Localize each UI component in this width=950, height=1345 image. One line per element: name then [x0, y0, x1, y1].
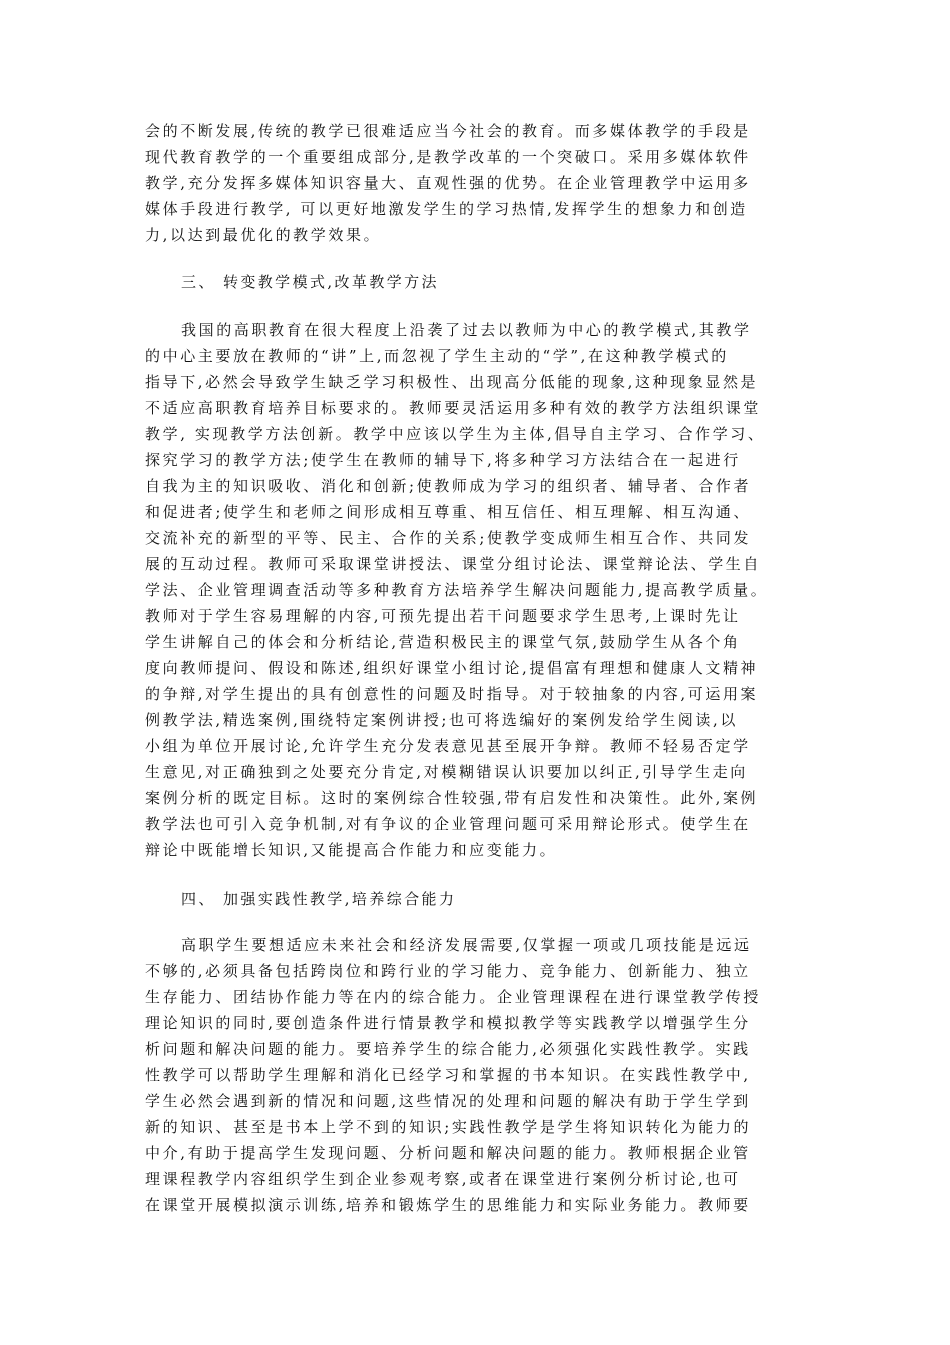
text-line: 学生必然会遇到新的情况和问题,这些情况的处理和问题的解决有助于学生学到 [145, 1092, 751, 1110]
paragraph-practical-teaching [145, 932, 805, 1218]
text-line: 度向教师提问、假设和陈述,组织好课堂小组讨论,提倡富有理想和健康人文精神 [145, 659, 759, 677]
text-line: 的争辩,对学生提出的具有创意性的问题及时指导。对于较抽象的内容,可运用案 [145, 685, 759, 703]
text-line: 生意见,对正确独到之处要充分肯定,对模糊错误认识要加以纠正,引导学生走向 [145, 763, 748, 781]
text-line: 学生讲解自己的体会和分析结论,营造积极民主的课堂气氛,鼓励学生从各个角 [145, 633, 741, 651]
heading-text: 三、 转变教学模式,改革教学方法 [181, 273, 439, 291]
text-line: 析问题和解决问题的能力。要培养学生的综合能力,必须强化实践性教学。实践 [145, 1040, 751, 1058]
text-line: 不够的,必须具备包括跨岗位和跨行业的学习能力、竞争能力、创新能力、独立 [145, 962, 751, 980]
text-line: 中介,有助于提高学生发现问题、分析问题和解决问题的能力。教师根据企业管 [145, 1144, 751, 1162]
text-line: 新的知识、甚至是书本上学不到的知识;实践性教学是学生将知识转化为能力的 [145, 1118, 752, 1136]
text-line: 现代教育教学的一个重要组成部分,是教学改革的一个突破口。采用多媒体软件 [145, 148, 751, 166]
text-line: 自我为主的知识吸收、消化和创新;使教师成为学习的组织者、辅导者、合作者 [145, 477, 752, 495]
text-line: 例教学法,精选案例,围绕特定案例讲授;也可将选编好的案例发给学生阅读,以 [145, 711, 738, 729]
section-heading-4 [181, 886, 841, 912]
text-line: 教师对于学生容易理解的内容,可预先提出若干问题要求学生思考,上课时先让 [145, 607, 741, 625]
text-line: 指导下,必然会导致学生缺乏学习积极性、出现高分低能的现象,这种现象显然是 [145, 373, 759, 391]
heading-text: 四、 加强实践性教学,培养综合能力 [181, 890, 457, 908]
text-line: 探究学习的教学方法;使学生在教师的辅导下,将多种学习方法结合在一起进行 [145, 451, 741, 469]
paragraph-media-teaching [145, 118, 805, 248]
text-line: 教学,充分发挥多媒体知识容量大、直观性强的优势。在企业管理教学中运用多 [145, 174, 751, 192]
text-line: 理论知识的同时,要创造条件进行情景教学和模拟教学等实践教学以增强学生分 [145, 1014, 751, 1032]
text-line: 展的互动过程。教师可采取课堂讲授法、课堂分组讨论法、课堂辩论法、学生自 [145, 555, 762, 573]
text-line: 在课堂开展模拟演示训练,培养和锻炼学生的思维能力和实际业务能力。教师要 [145, 1196, 751, 1214]
text-line: 和促进者;使学生和老师之间形成相互尊重、相互信任、相互理解、相互沟通、 [145, 503, 752, 521]
text-line: 不适应高职教育培养目标要求的。教师要灵活运用多种有效的教学方法组织课堂 [145, 399, 762, 417]
text-line: 我国的高职教育在很大程度上沿袭了过去以教师为中心的教学模式,其教学 [181, 321, 752, 339]
text-line: 教学, 实现教学方法创新。教学中应该以学生为主体,倡导自主学习、合作学习、 [145, 425, 766, 443]
text-line: 力,以达到最优化的教学效果。 [145, 226, 382, 244]
text-line: 学法、企业管理调查活动等多种教育方法培养学生解决问题能力,提高教学质量。 [145, 581, 769, 599]
text-line: 小组为单位开展讨论,允许学生充分发表意见甚至展开争辩。教师不轻易否定学 [145, 737, 751, 755]
text-line: 会的不断发展,传统的教学已很难适应当今社会的教育。而多媒体教学的手段是 [145, 122, 751, 140]
section-heading-3 [181, 269, 841, 295]
text-line: 教学法也可引入竞争机制,对有争议的企业管理问题可采用辩论形式。使学生在 [145, 815, 751, 833]
text-line: 性教学可以帮助学生理解和消化已经学习和掌握的书本知识。在实践性教学中, [145, 1066, 751, 1084]
text-line: 媒体手段进行教学, 可以更好地激发学生的学习热情,发挥学生的想象力和创造 [145, 200, 748, 218]
text-line: 理课程教学内容组织学生到企业参观考察,或者在课堂进行案例分析讨论,也可 [145, 1170, 741, 1188]
text-line: 辩论中既能增长知识,又能提高合作能力和应变能力。 [145, 841, 558, 859]
text-line: 的中心主要放在教师的“讲”上,而忽视了学生主动的“学”,在这种教学模式的 [145, 347, 729, 365]
paragraph-teaching-methods [145, 317, 805, 863]
text-line: 案例分析的既定目标。这时的案例综合性较强,带有启发性和决策性。此外,案例 [145, 789, 759, 807]
text-line: 生存能力、团结协作能力等在内的综合能力。企业管理课程在进行课堂教学传授 [145, 988, 762, 1006]
text-line: 交流补充的新型的平等、民主、合作的关系;使教学变成师生相互合作、共同发 [145, 529, 752, 547]
text-line: 高职学生要想适应未来社会和经济发展需要,仅掌握一项或几项技能是远远 [181, 936, 752, 954]
